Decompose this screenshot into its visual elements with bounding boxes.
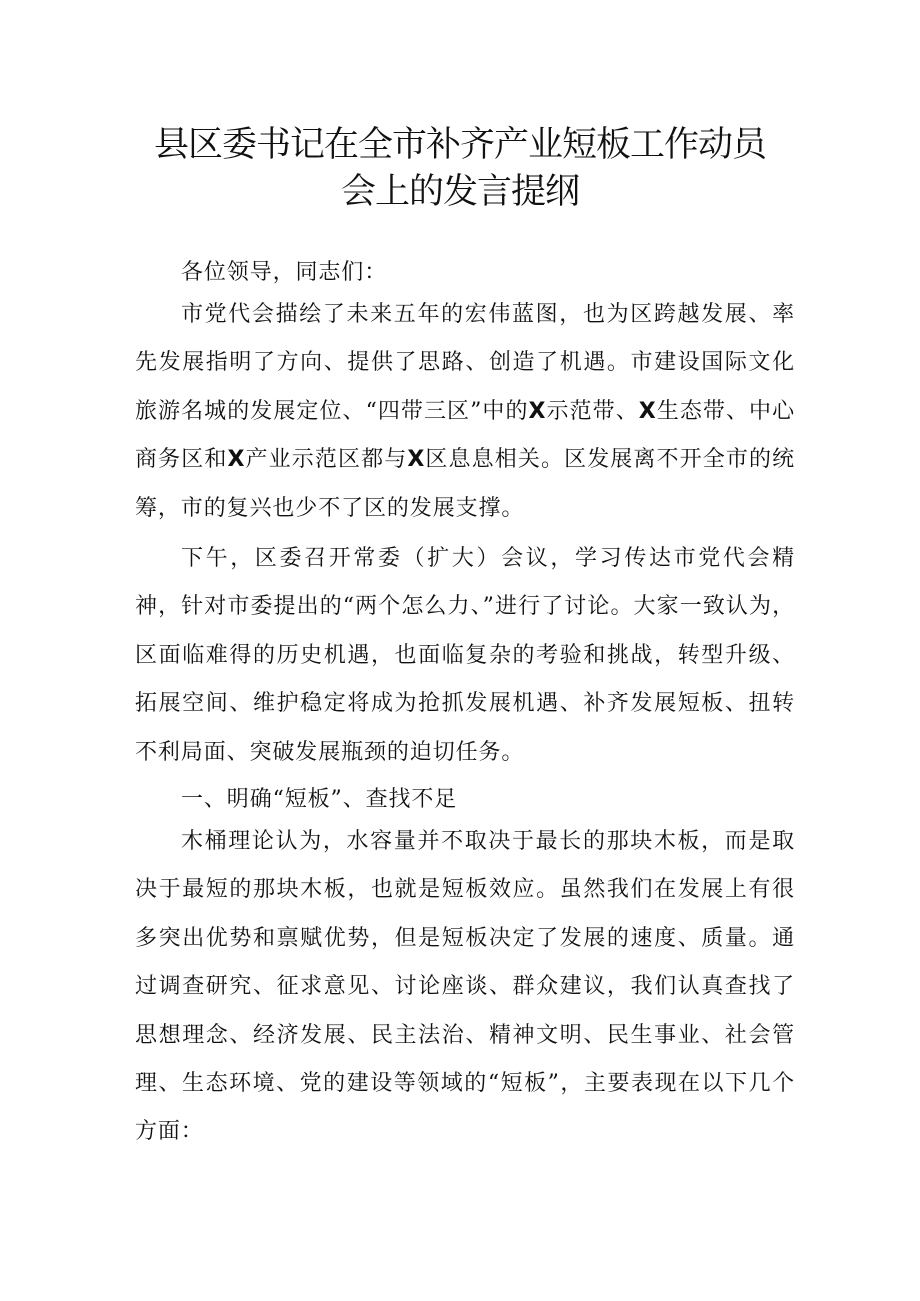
section-heading-1: 一、明确“短板”、查找不足 <box>181 787 458 812</box>
salutation: 各位领导，同志们： <box>181 260 388 285</box>
paragraph-1: 市党代会描绘了未来五年的宏伟蓝图，也为区跨越发展、率先发展指明了方向、提供了思路、创造了机遇。市建设国际文化旅游名城的发展定位、“四带三区”中的X示范带、X生态带、中心商务区和X产业示范区都与X区息息相关。区发展离不开全市的统筹，市的复兴也少不了区的发展支撑。 <box>135 302 795 521</box>
paragraph-3: 木桶理论认为，水容量并不取决于最长的那块木板，而是取决于最短的那块木板，也就是短板效应。虽然我们在发展上有很多突出优势和禀赋优势，但是短板决定了发展的速度、质量。通过调查研究、征求意见、讨论座谈、群众建议，我们认真查找了思想理念、经济发展、民主法治、精神文明、民生事业、社会管理、生态环境、党的建设等领域的“短板”，主要表现在以下几个方面： <box>135 829 795 1145</box>
document-title-line-1: 县区委书记在全市补齐产业短板工作动员 <box>153 125 766 165</box>
paragraph-2: 下午，区委召开常委（扩大）会议，学习传达市党代会精神，针对市委提出的“两个怎么力、”进行了讨论。大家一致认为，区面临难得的历史机遇，也面临复杂的考验和挑战，转型升级、拓展空间、维护稳定将成为抢抓发展机遇、补齐发展短板、扭转不利局面、突破发展瓶颈的迫切任务。 <box>135 546 795 765</box>
document-title-line-2: 会上的发言提纲 <box>340 172 579 212</box>
